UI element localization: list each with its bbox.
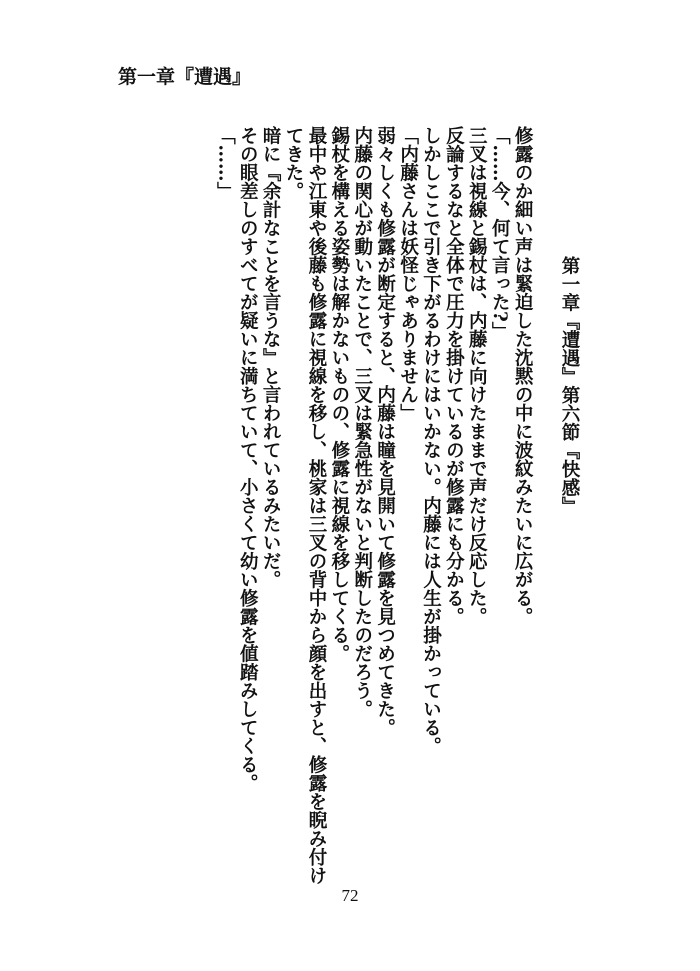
text-line: 弱々しくも修露が断定すると、内藤は瞳を見開いて修露を見つめてきた。: [374, 126, 396, 737]
page-number: 72: [341, 886, 359, 905]
text-line: てきた。: [283, 126, 305, 200]
text-line: その眼差しのすべてが疑いに満ちていて、小さくて幼い修露を値踏みしてくる。: [237, 126, 259, 792]
text-line: 最中や江東や後藤も修露に視線を移し、桃家は三叉の背中から顔を出すと、修露を睨み付け: [305, 126, 327, 885]
text-line: 暗に『余計なことを言うな』と言われているみたいだ。: [260, 126, 282, 589]
text-line: 反論するなと全体で圧力を掛けているのが修露にも分かる。: [443, 126, 465, 626]
text-line: 「……」: [214, 126, 236, 200]
body-text: [212, 126, 580, 885]
text-line: 三叉は視線と錫杖は、内藤に向けたままで声だけ反応した。: [466, 126, 488, 626]
text-line: 「内藤さんは妖怪じゃありません」: [397, 126, 419, 422]
text-line: 内藤の関心が動いたことで、三叉は緊急性がないと判断したのだろう。: [351, 126, 373, 718]
text-line: しかしここで引き下がるわけにはいかない。内藤には人生が掛かっている。: [420, 126, 442, 755]
chapter-heading: 第一章『遭遇』第六節『快感』: [559, 256, 580, 515]
running-head: 第一章『遭遇』: [118, 66, 252, 88]
text-line: 「……今、何て言った?」: [489, 126, 511, 341]
text-line: 錫杖を構える姿勢は解かないものの、修露に視線を移してくる。: [328, 126, 350, 663]
text-line: 修露のか細い声は緊迫した沈黙の中に波紋みたいに広がる。: [512, 126, 534, 626]
